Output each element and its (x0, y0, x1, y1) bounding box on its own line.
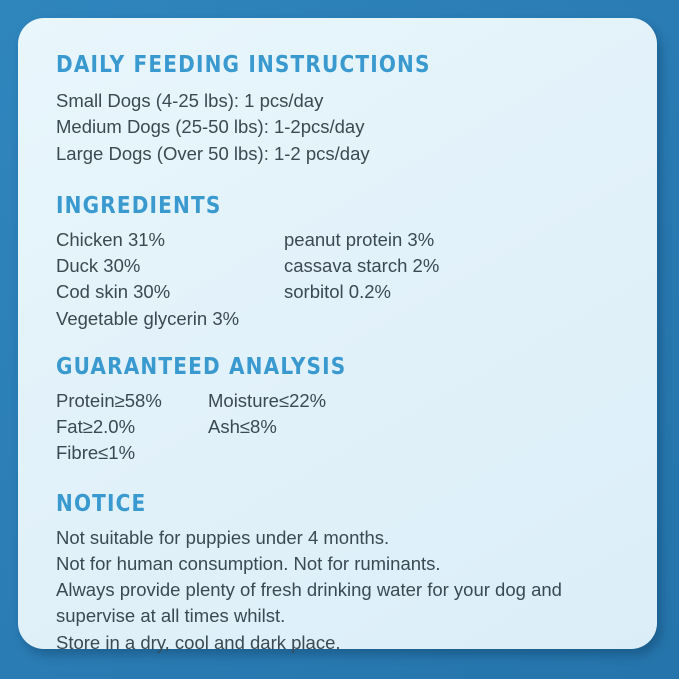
analysis-column-right (208, 388, 627, 467)
notice-line: supervise at all times whilst. (56, 605, 286, 627)
feeding-line: Medium Dogs (25-50 lbs): 1-2pcs/day (56, 116, 365, 138)
ingredient-item: Vegetable glycerin 3% (56, 307, 240, 329)
notice-line: Always provide plenty of fresh drinking water for your dog and (56, 579, 562, 601)
analysis-item: Moisture≤22% (208, 389, 327, 411)
feeding-line: Small Dogs (4-25 lbs): 1 pcs/day (56, 90, 324, 111)
ingredient-item: peanut protein 3% (284, 228, 435, 250)
analysis-item: Fibre≤1% (56, 442, 136, 464)
notice-line: Not suitable for puppies under 4 months. (56, 526, 390, 548)
feeding-line: Large Dogs (Over 50 lbs): 1-2 pcs/day (56, 142, 370, 164)
ingredients-columns (56, 227, 627, 332)
section-title-notice: NOTICE (56, 490, 147, 517)
label-card (18, 18, 657, 653)
analysis-item: Fat≥2.0% (56, 416, 136, 438)
ingredient-item: sorbitol 0.2% (284, 281, 391, 303)
analysis-column-left (56, 388, 208, 467)
section-ingredients (56, 193, 627, 332)
ingredients-column-left (56, 227, 284, 332)
section-title-analysis: GUARANTEED ANALYSIS (56, 353, 347, 380)
analysis-item: Protein≥58% (56, 389, 162, 411)
ingredient-item: Chicken 31% (56, 228, 166, 250)
ingredient-item: Duck 30% (56, 255, 141, 277)
section-title-feeding: DAILY FEEDING INSTRUCTIONS (56, 52, 431, 78)
ingredients-column-right (284, 227, 627, 332)
section-title-ingredients: INGREDIENTS (56, 192, 222, 219)
ingredient-item: cassava starch 2% (284, 255, 440, 277)
analysis-item: Ash≤8% (208, 416, 277, 438)
section-notice (56, 491, 627, 656)
section-daily-feeding-instructions (56, 52, 627, 167)
ingredient-item: Cod skin 30% (56, 281, 171, 303)
notice-line: Not for human consumption. Not for ruminants. (56, 552, 441, 574)
notice-line: Store in a dry, cool and dark place. (56, 631, 341, 653)
analysis-columns (56, 388, 627, 467)
section-guaranteed-analysis (56, 354, 627, 467)
